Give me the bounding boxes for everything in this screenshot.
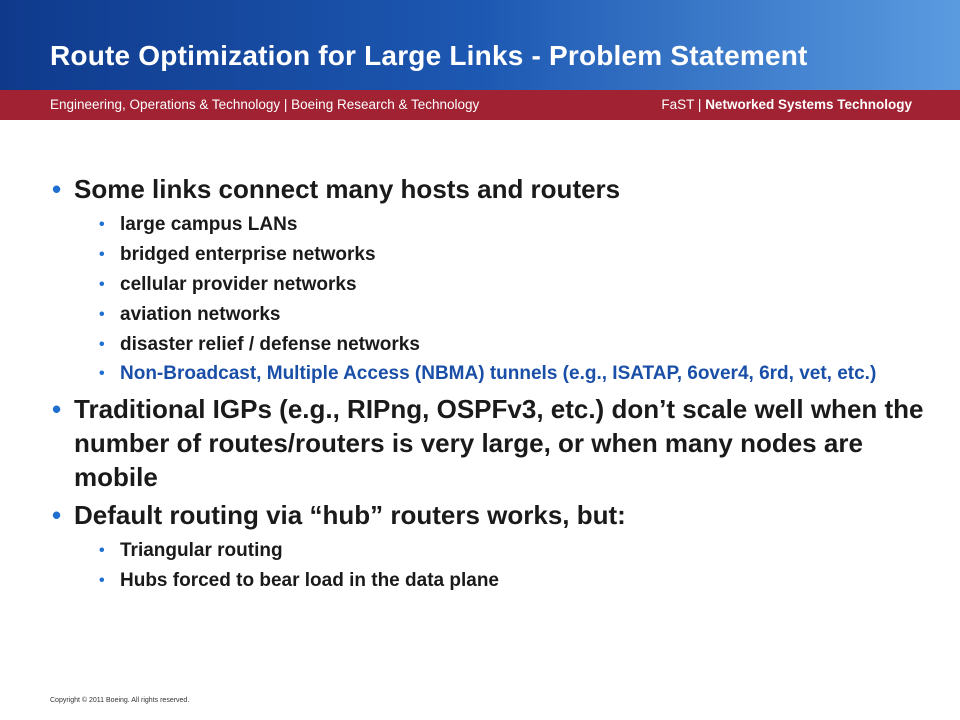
bullet-icon: • [99,572,105,589]
title-banner [0,0,960,90]
bullet-main [50,498,930,532]
sub-bullet-text: Hubs forced to bear load in the data plane [120,570,499,591]
bullet-icon: • [99,276,105,293]
sub-bullet [50,240,930,270]
sub-bullet [50,270,930,300]
bullet-icon: • [52,394,62,424]
bullet-icon: • [52,174,62,204]
bullet-main [50,392,930,494]
sub-bullet [50,300,930,330]
sub-bullet-highlight [50,360,930,388]
bullet-icon: • [99,365,105,382]
bullet-icon: • [99,306,105,323]
program-name: Networked Systems Technology [705,97,912,112]
program-label [661,97,912,112]
copyright-notice: Copyright © 2011 Boeing. All rights reserved. [50,697,190,704]
sub-bullet-text: cellular provider networks [120,274,357,295]
bullet-main [50,172,930,206]
sub-bullet [50,210,930,240]
sub-bullet-text: large campus LANs [120,214,298,235]
program-prefix: FaST | [661,97,706,112]
sub-bullet-text: Triangular routing [120,540,283,561]
bullet-icon: • [99,246,105,263]
sub-bullet-text: Non-Broadcast, Multiple Access (NBMA) tunnels (e.g., ISATAP, 6over4, 6rd, vet, etc.) [120,363,877,384]
bullet-text: Default routing via “hub” routers works, but: [74,500,626,530]
slide-title: Route Optimization for Large Links - Problem Statement [50,40,808,71]
sub-bullet-list [50,210,930,388]
sub-bullet [50,566,930,596]
bullet-icon: • [52,500,62,530]
bullet-text: Traditional IGPs (e.g., RIPng, OSPFv3, etc.) don’t scale well when the number of routes/routers is very large, or when many nodes are mobile [74,394,924,492]
sub-bullet-list [50,536,930,596]
slide-body [50,172,930,600]
sub-bullet-text: disaster relief / defense networks [120,334,420,355]
organization-label: Engineering, Operations & Technology | Boeing Research & Technology [50,97,480,112]
bullet-icon: • [99,542,105,559]
bullet-text: Some links connect many hosts and routers [74,174,621,204]
sub-bullet [50,330,930,360]
sub-bullet-text: bridged enterprise networks [120,244,376,265]
sub-bullet [50,536,930,566]
bullet-icon: • [99,336,105,353]
bullet-icon: • [99,216,105,233]
subheader-bar [0,90,960,120]
sub-bullet-text: aviation networks [120,304,281,325]
